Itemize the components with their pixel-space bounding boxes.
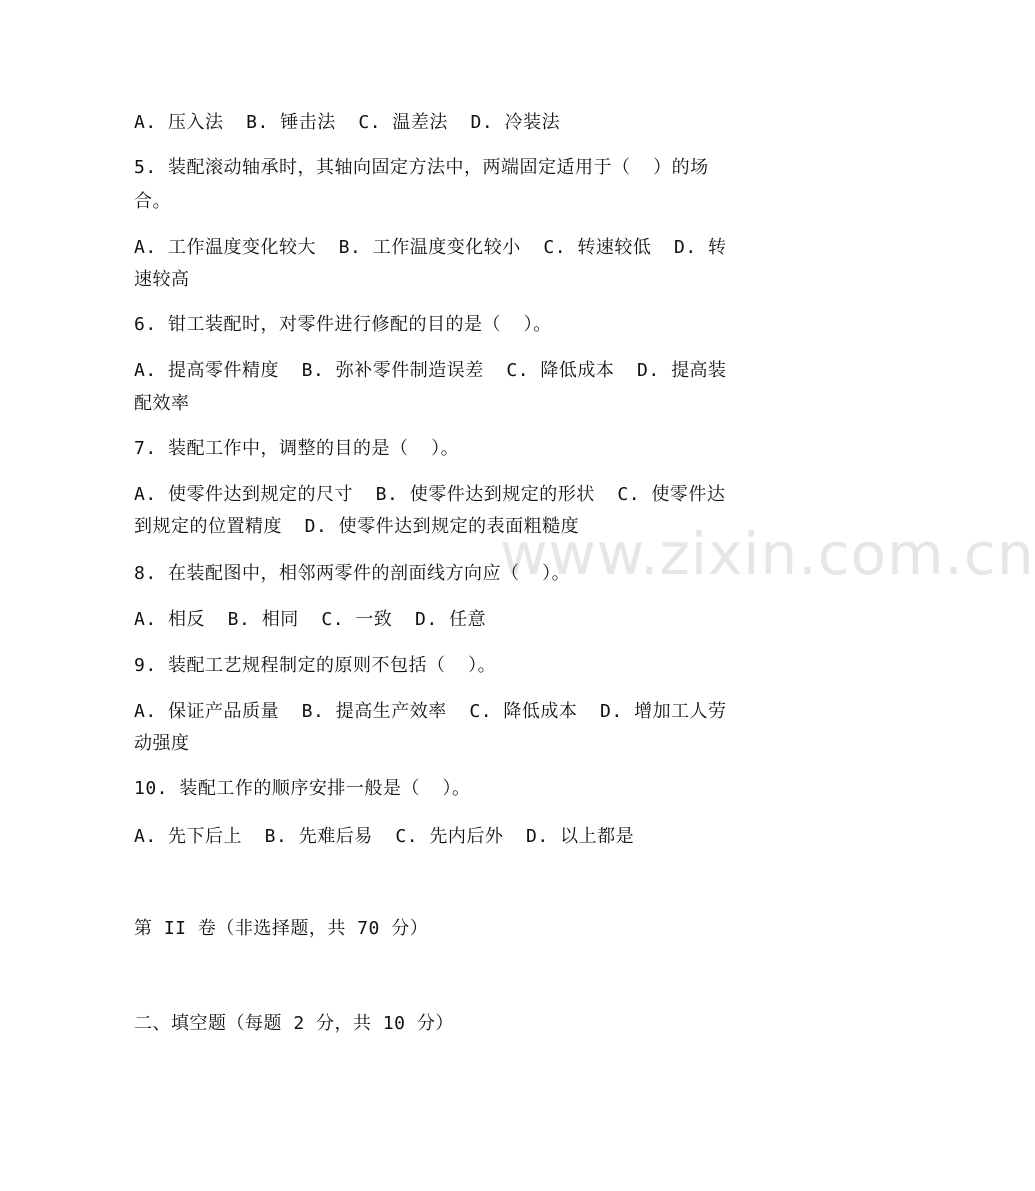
q6-options-line2: 配效率 bbox=[134, 393, 190, 414]
q8-options: A. 相反 B. 相同 C. 一致 D. 任意 bbox=[134, 609, 487, 630]
q5-stem-line1: 5. 装配滚动轴承时，其轴向固定方法中，两端固定适用于（ ）的场 bbox=[134, 157, 709, 178]
q6-options-line1: A. 提高零件精度 B. 弥补零件制造误差 C. 降低成本 D. 提高装 bbox=[134, 360, 727, 381]
q10-stem: 10. 装配工作的顺序安排一般是（ ）。 bbox=[134, 778, 471, 799]
section-heading-volume-2: 第 II 卷（非选择题，共 70 分） bbox=[134, 918, 429, 939]
q8-stem: 8. 在装配图中，相邻两零件的剖面线方向应（ ）。 bbox=[134, 563, 571, 584]
q5-stem-line2: 合。 bbox=[134, 191, 171, 212]
watermark: www.zixin.com.cn bbox=[500, 520, 1035, 588]
q6-stem: 6. 钳工装配时，对零件进行修配的目的是（ ）。 bbox=[134, 314, 552, 335]
q7-stem: 7. 装配工作中，调整的目的是（ ）。 bbox=[134, 438, 460, 459]
q7-options-line2: 到规定的位置精度 D. 使零件达到规定的表面粗糙度 bbox=[134, 516, 580, 537]
q5-options-line2: 速较高 bbox=[134, 269, 190, 290]
q10-options: A. 先下后上 B. 先难后易 C. 先内后外 D. 以上都是 bbox=[134, 826, 635, 847]
q4-options: A. 压入法 B. 锤击法 C. 温差法 D. 冷装法 bbox=[134, 112, 561, 133]
q5-options-line1: A. 工作温度变化较大 B. 工作温度变化较小 C. 转速较低 D. 转 bbox=[134, 237, 727, 258]
q9-options-line2: 动强度 bbox=[134, 733, 190, 754]
q9-options-line1: A. 保证产品质量 B. 提高生产效率 C. 降低成本 D. 增加工人劳 bbox=[134, 701, 727, 722]
q7-options-line1: A. 使零件达到规定的尺寸 B. 使零件达到规定的形状 C. 使零件达 bbox=[134, 484, 726, 505]
section-heading-fill-blank: 二、填空题（每题 2 分，共 10 分） bbox=[134, 1013, 454, 1034]
q9-stem: 9. 装配工艺规程制定的原则不包括（ ）。 bbox=[134, 655, 497, 676]
